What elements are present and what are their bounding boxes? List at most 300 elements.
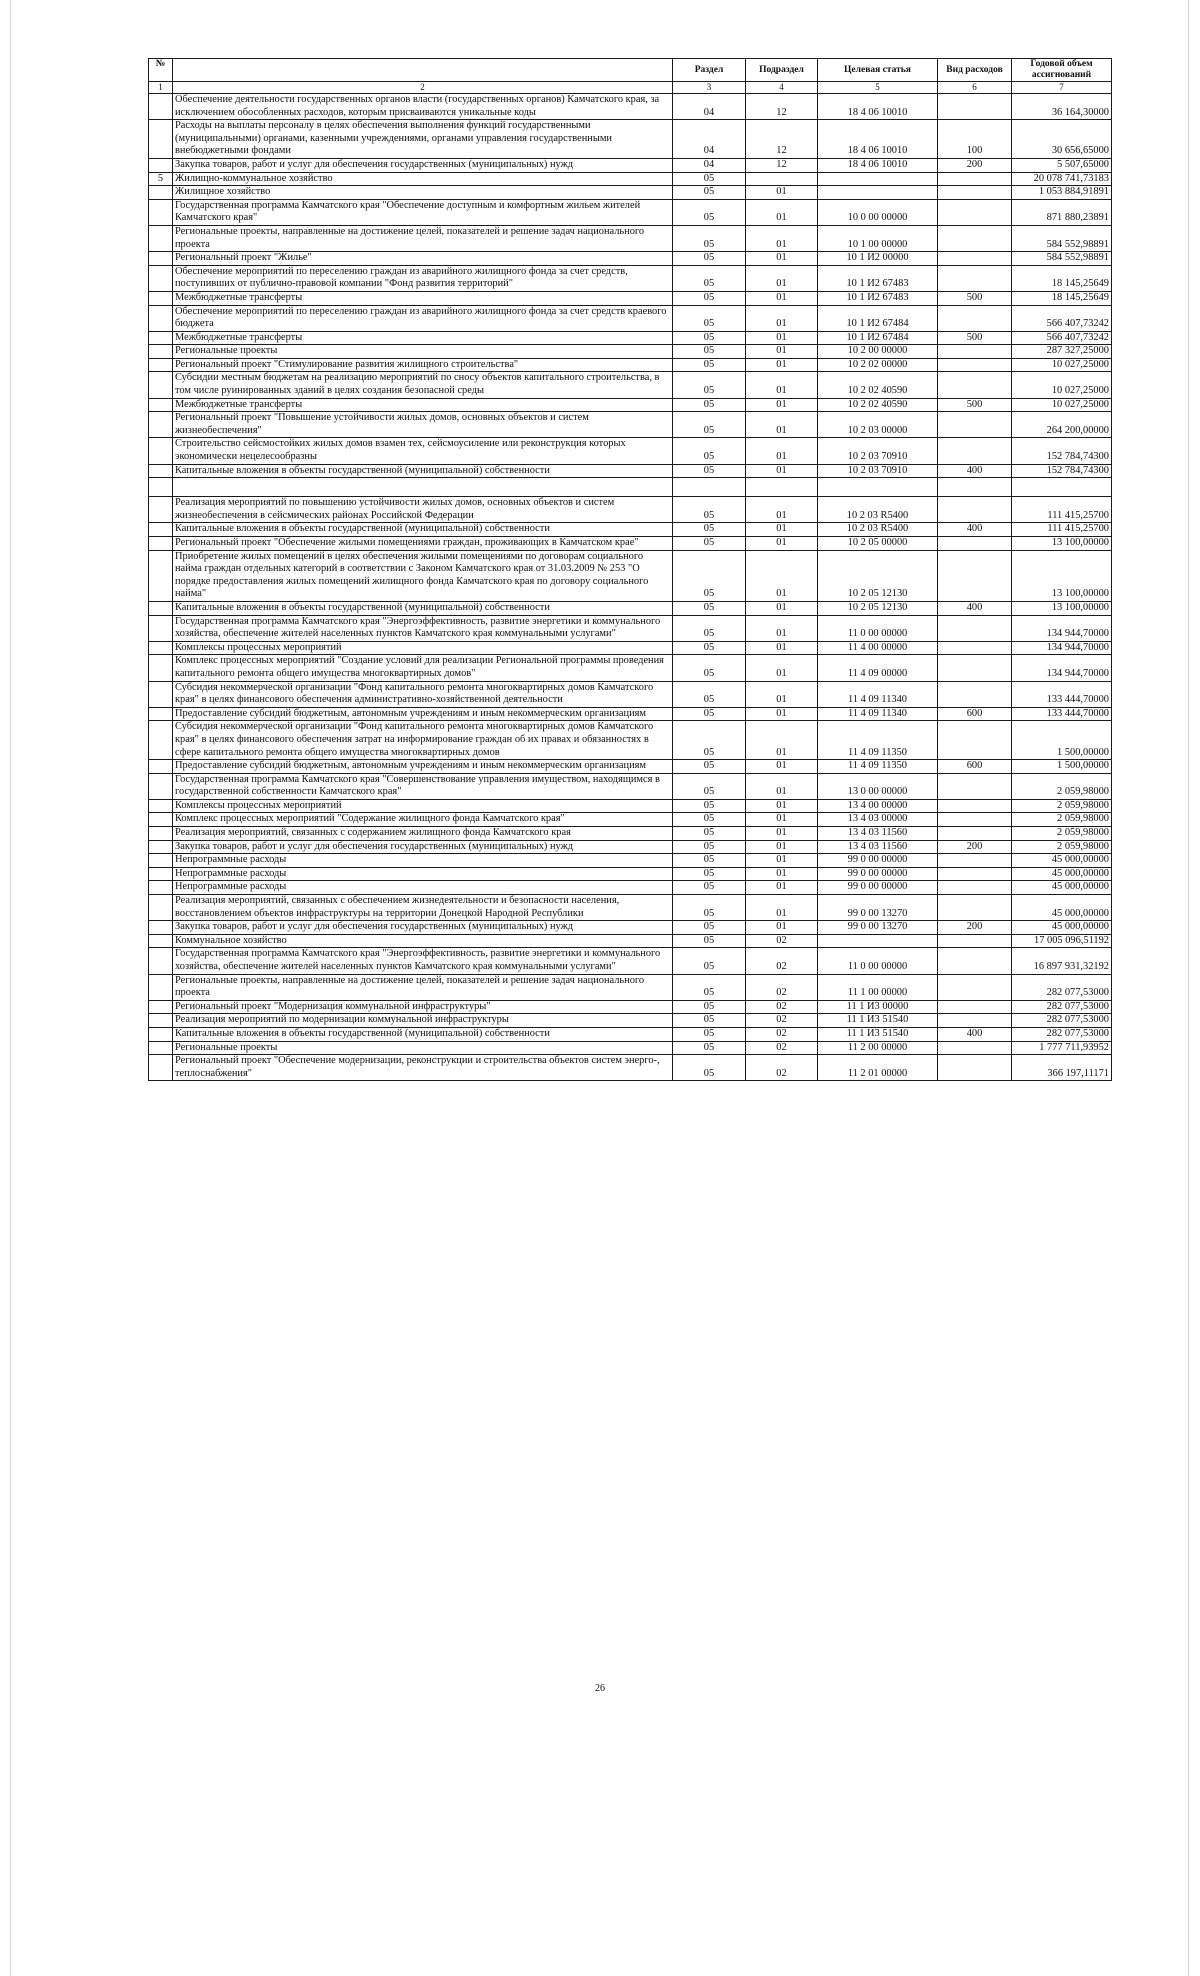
row-razdel: 05 <box>673 438 746 464</box>
row-razdel: 05 <box>673 840 746 854</box>
row-number <box>149 537 173 551</box>
row-number <box>149 186 173 200</box>
table-row <box>149 827 1112 841</box>
row-name: Реализация мероприятий, связанных с обеспечением жизнедеятельности и безопасности населения, восстановлением объектов инфраструктуры на территории Донецкой Народной Республики <box>173 895 673 921</box>
table-row <box>149 813 1112 827</box>
row-amount: 10 027,25000 <box>1012 358 1112 372</box>
row-vid-raskhodov <box>938 827 1012 841</box>
row-celevaya-statya: 11 4 09 11350 <box>818 721 938 760</box>
row-vid-raskhodov <box>938 265 1012 291</box>
row-podrazdel: 01 <box>746 854 818 868</box>
row-amount: 2 059,98000 <box>1012 773 1112 799</box>
row-number <box>149 948 173 974</box>
row-podrazdel: 01 <box>746 921 818 935</box>
table-row <box>149 760 1112 774</box>
row-celevaya-statya: 18 4 06 10010 <box>818 158 938 172</box>
row-vid-raskhodov: 500 <box>938 331 1012 345</box>
row-razdel: 05 <box>673 1027 746 1041</box>
row-amount: 1 777 711,93952 <box>1012 1041 1112 1055</box>
row-number <box>149 158 173 172</box>
row-celevaya-statya: 11 0 00 00000 <box>818 615 938 641</box>
row-razdel: 05 <box>673 655 746 681</box>
row-name: Комплексы процессных мероприятий <box>173 799 673 813</box>
row-celevaya-statya: 10 1 00 00000 <box>818 225 938 251</box>
row-podrazdel: 01 <box>746 707 818 721</box>
row-razdel: 05 <box>673 345 746 359</box>
row-vid-raskhodov <box>938 813 1012 827</box>
table-row <box>149 1041 1112 1055</box>
row-number <box>149 881 173 895</box>
table-row <box>149 291 1112 305</box>
row-name: Комплекс процессных мероприятий "Создание условий для реализации Региональной программы проведения капитального ремонта общего имущества многоквартирных домов" <box>173 655 673 681</box>
header-vid: Вид расходов <box>938 59 1012 82</box>
row-celevaya-statya: 11 4 00 00000 <box>818 641 938 655</box>
header-podrazdel: Подраздел <box>746 59 818 82</box>
row-vid-raskhodov <box>938 641 1012 655</box>
row-amount: 30 656,65000 <box>1012 120 1112 159</box>
row-number <box>149 464 173 478</box>
row-podrazdel: 01 <box>746 265 818 291</box>
row-vid-raskhodov <box>938 681 1012 707</box>
header-celevaya: Целевая статья <box>818 59 938 82</box>
table-row <box>149 681 1112 707</box>
row-vid-raskhodov <box>938 948 1012 974</box>
row-podrazdel: 01 <box>746 813 818 827</box>
table-row <box>149 497 1112 523</box>
row-amount: 134 944,70000 <box>1012 615 1112 641</box>
row-razdel: 05 <box>673 881 746 895</box>
row-celevaya-statya: 10 1 И2 00000 <box>818 252 938 266</box>
row-vid-raskhodov <box>938 934 1012 948</box>
row-razdel: 05 <box>673 1000 746 1014</box>
row-name: Региональный проект "Повышение устойчивости жилых домов, основных объектов и систем жизнеобеспечения" <box>173 412 673 438</box>
row-celevaya-statya <box>818 186 938 200</box>
row-amount: 152 784,74300 <box>1012 438 1112 464</box>
row-celevaya-statya: 11 1 00 00000 <box>818 974 938 1000</box>
row-razdel: 05 <box>673 358 746 372</box>
table-row <box>149 1055 1112 1081</box>
row-name: Жилищно-коммунальное хозяйство <box>173 172 673 186</box>
row-podrazdel: 01 <box>746 721 818 760</box>
row-celevaya-statya: 10 2 05 00000 <box>818 537 938 551</box>
row-celevaya-statya: 99 0 00 00000 <box>818 867 938 881</box>
row-number <box>149 721 173 760</box>
table-row <box>149 412 1112 438</box>
row-podrazdel: 01 <box>746 345 818 359</box>
row-amount: 1 500,00000 <box>1012 760 1112 774</box>
row-vid-raskhodov <box>938 412 1012 438</box>
table-row <box>149 523 1112 537</box>
row-vid-raskhodov <box>938 1014 1012 1028</box>
row-podrazdel: 02 <box>746 1041 818 1055</box>
row-podrazdel: 01 <box>746 881 818 895</box>
row-amount: 13 100,00000 <box>1012 537 1112 551</box>
row-celevaya-statya: 10 2 00 00000 <box>818 345 938 359</box>
row-celevaya-statya: 11 0 00 00000 <box>818 948 938 974</box>
row-podrazdel: 01 <box>746 523 818 537</box>
row-number <box>149 707 173 721</box>
row-vid-raskhodov <box>938 252 1012 266</box>
row-amount: 16 897 931,32192 <box>1012 948 1112 974</box>
row-razdel: 05 <box>673 186 746 200</box>
table-row <box>149 252 1112 266</box>
row-number <box>149 412 173 438</box>
row-number <box>149 867 173 881</box>
row-podrazdel: 01 <box>746 641 818 655</box>
row-vid-raskhodov <box>938 895 1012 921</box>
row-razdel: 05 <box>673 550 746 601</box>
row-vid-raskhodov <box>938 974 1012 1000</box>
row-celevaya-statya: 11 4 09 11340 <box>818 681 938 707</box>
row-razdel: 05 <box>673 265 746 291</box>
row-podrazdel: 01 <box>746 497 818 523</box>
row-amount: 45 000,00000 <box>1012 921 1112 935</box>
row-vid-raskhodov <box>938 199 1012 225</box>
row-celevaya-statya <box>818 172 938 186</box>
row-amount: 10 027,25000 <box>1012 372 1112 398</box>
header-razdel: Раздел <box>673 59 746 82</box>
row-amount: 5 507,65000 <box>1012 158 1112 172</box>
table-row <box>149 199 1112 225</box>
row-number <box>149 550 173 601</box>
row-podrazdel: 01 <box>746 537 818 551</box>
row-celevaya-statya: 10 2 03 R5400 <box>818 523 938 537</box>
row-celevaya-statya: 11 1 И3 51540 <box>818 1027 938 1041</box>
row-razdel: 04 <box>673 94 746 120</box>
row-podrazdel: 12 <box>746 94 818 120</box>
row-number <box>149 1014 173 1028</box>
table-row <box>149 840 1112 854</box>
row-celevaya-statya: 11 2 01 00000 <box>818 1055 938 1081</box>
row-celevaya-statya: 11 2 00 00000 <box>818 1041 938 1055</box>
row-number <box>149 438 173 464</box>
row-amount: 1 500,00000 <box>1012 721 1112 760</box>
row-name: Непрограммные расходы <box>173 867 673 881</box>
row-celevaya-statya: 13 0 00 00000 <box>818 773 938 799</box>
row-podrazdel: 01 <box>746 199 818 225</box>
row-celevaya-statya: 13 4 00 00000 <box>818 799 938 813</box>
row-razdel: 05 <box>673 291 746 305</box>
table-row <box>149 94 1112 120</box>
row-vid-raskhodov: 500 <box>938 291 1012 305</box>
row-number <box>149 827 173 841</box>
row-razdel: 05 <box>673 1014 746 1028</box>
row-name: Субсидия некоммерческой организации "Фонд капитального ремонта многоквартирных домов Камчатского края" в целях финансового обеспечения административно-хозяйственной деятельности <box>173 681 673 707</box>
row-amount: 282 077,53000 <box>1012 1014 1112 1028</box>
row-podrazdel: 01 <box>746 412 818 438</box>
row-number <box>149 199 173 225</box>
row-amount: 584 552,98891 <box>1012 225 1112 251</box>
column-number: 1 <box>149 82 173 94</box>
row-razdel: 05 <box>673 895 746 921</box>
row-vid-raskhodov <box>938 854 1012 868</box>
table-header-row <box>149 59 1112 82</box>
row-celevaya-statya: 13 4 03 00000 <box>818 813 938 827</box>
row-number <box>149 799 173 813</box>
row-podrazdel: 01 <box>746 615 818 641</box>
row-razdel: 05 <box>673 497 746 523</box>
row-number <box>149 974 173 1000</box>
row-number <box>149 358 173 372</box>
row-podrazdel: 01 <box>746 681 818 707</box>
row-name: Государственная программа Камчатского края "Энергоэффективность, развитие энергетики и коммунального хозяйства, обеспечение жителей населенных пунктов Камчатского края коммунальными услугами" <box>173 948 673 974</box>
row-name: Обеспечение мероприятий по переселению граждан из аварийного жилищного фонда за счет средств краевого бюджета <box>173 305 673 331</box>
row-razdel: 05 <box>673 721 746 760</box>
scan-margin-line <box>10 0 11 1976</box>
row-vid-raskhodov <box>938 721 1012 760</box>
row-podrazdel: 02 <box>746 934 818 948</box>
table-row <box>149 305 1112 331</box>
row-celevaya-statya: 10 2 05 12130 <box>818 601 938 615</box>
row-razdel: 04 <box>673 120 746 159</box>
row-celevaya-statya: 18 4 06 10010 <box>818 94 938 120</box>
row-name: Региональный проект "Жилье" <box>173 252 673 266</box>
row-celevaya-statya: 99 0 00 00000 <box>818 854 938 868</box>
row-number <box>149 305 173 331</box>
column-number: 7 <box>1012 82 1112 94</box>
row-amount: 13 100,00000 <box>1012 550 1112 601</box>
header-num: № <box>149 59 173 82</box>
row-amount: 45 000,00000 <box>1012 867 1112 881</box>
row-number <box>149 345 173 359</box>
row-number <box>149 840 173 854</box>
row-vid-raskhodov <box>938 799 1012 813</box>
table-row <box>149 948 1112 974</box>
row-podrazdel: 01 <box>746 252 818 266</box>
table-row <box>149 601 1112 615</box>
row-celevaya-statya: 13 4 03 11560 <box>818 827 938 841</box>
row-podrazdel: 01 <box>746 760 818 774</box>
table-row <box>149 641 1112 655</box>
row-amount: 152 784,74300 <box>1012 464 1112 478</box>
row-name: Закупка товаров, работ и услуг для обеспечения государственных (муниципальных) нужд <box>173 921 673 935</box>
spacer-row <box>149 478 1112 497</box>
row-celevaya-statya: 11 4 09 00000 <box>818 655 938 681</box>
row-amount: 45 000,00000 <box>1012 895 1112 921</box>
row-razdel: 05 <box>673 813 746 827</box>
row-razdel: 05 <box>673 707 746 721</box>
table-row <box>149 1027 1112 1041</box>
table-row <box>149 398 1112 412</box>
row-name: Региональный проект "Стимулирование развития жилищного строительства" <box>173 358 673 372</box>
row-podrazdel: 12 <box>746 158 818 172</box>
row-amount: 134 944,70000 <box>1012 655 1112 681</box>
column-number-row <box>149 82 1112 94</box>
table-row <box>149 895 1112 921</box>
header-obem: Годовой объем ассигнований <box>1012 59 1112 82</box>
row-podrazdel: 01 <box>746 438 818 464</box>
row-number <box>149 854 173 868</box>
table-row <box>149 921 1112 935</box>
row-razdel: 05 <box>673 760 746 774</box>
row-amount: 2 059,98000 <box>1012 827 1112 841</box>
row-podrazdel: 01 <box>746 372 818 398</box>
row-name: Предоставление субсидий бюджетным, автономным учреждениям и иным некоммерческим организациям <box>173 760 673 774</box>
spacer-cell <box>746 478 818 497</box>
row-vid-raskhodov <box>938 94 1012 120</box>
row-celevaya-statya: 10 1 И2 67483 <box>818 265 938 291</box>
row-number: 5 <box>149 172 173 186</box>
scan-margin-line <box>1188 0 1189 1976</box>
row-razdel: 05 <box>673 537 746 551</box>
column-number: 5 <box>818 82 938 94</box>
row-number <box>149 94 173 120</box>
row-name: Предоставление субсидий бюджетным, автономным учреждениям и иным некоммерческим организациям <box>173 707 673 721</box>
table-row <box>149 974 1112 1000</box>
row-podrazdel: 01 <box>746 225 818 251</box>
row-name: Капитальные вложения в объекты государственной (муниципальной) собственности <box>173 1027 673 1041</box>
row-podrazdel: 01 <box>746 601 818 615</box>
row-amount: 366 197,11171 <box>1012 1055 1112 1081</box>
row-podrazdel: 02 <box>746 974 818 1000</box>
row-podrazdel: 01 <box>746 773 818 799</box>
row-name: Государственная программа Камчатского края "Энергоэффективность, развитие энергетики и коммунального хозяйства, обеспечение жителей населенных пунктов Камчатского края коммунальными услугами" <box>173 615 673 641</box>
row-razdel: 05 <box>673 225 746 251</box>
row-razdel: 05 <box>673 948 746 974</box>
row-razdel: 05 <box>673 615 746 641</box>
row-vid-raskhodov <box>938 172 1012 186</box>
row-name: Государственная программа Камчатского края "Совершенствование управления имуществом, находящимся в государственной собственности Камчатского края" <box>173 773 673 799</box>
row-razdel: 05 <box>673 799 746 813</box>
row-podrazdel: 01 <box>746 799 818 813</box>
row-name: Капитальные вложения в объекты государственной (муниципальной) собственности <box>173 523 673 537</box>
row-name: Жилищное хозяйство <box>173 186 673 200</box>
row-number <box>149 895 173 921</box>
spacer-cell <box>818 478 938 497</box>
table-row <box>149 464 1112 478</box>
row-name: Реализация мероприятий по повышению устойчивости жилых домов, основных объектов и систем жизнеобеспечения в сейсмических районах Российской Федерации <box>173 497 673 523</box>
table-row <box>149 707 1112 721</box>
row-celevaya-statya: 10 2 02 00000 <box>818 358 938 372</box>
row-number <box>149 1055 173 1081</box>
row-number <box>149 601 173 615</box>
row-vid-raskhodov <box>938 497 1012 523</box>
row-name: Капитальные вложения в объекты государственной (муниципальной) собственности <box>173 464 673 478</box>
row-vid-raskhodov: 600 <box>938 707 1012 721</box>
row-name: Межбюджетные трансферты <box>173 291 673 305</box>
spacer-cell <box>173 478 673 497</box>
column-number: 4 <box>746 82 818 94</box>
row-amount: 2 059,98000 <box>1012 840 1112 854</box>
row-number <box>149 225 173 251</box>
row-podrazdel: 02 <box>746 1055 818 1081</box>
row-number <box>149 120 173 159</box>
row-name: Региональный проект "Обеспечение жилыми помещениями граждан, проживающих в Камчатском крае" <box>173 537 673 551</box>
row-amount: 45 000,00000 <box>1012 881 1112 895</box>
row-podrazdel <box>746 172 818 186</box>
row-number <box>149 265 173 291</box>
row-razdel: 05 <box>673 172 746 186</box>
row-podrazdel: 01 <box>746 464 818 478</box>
row-amount: 282 077,53000 <box>1012 1027 1112 1041</box>
row-number <box>149 615 173 641</box>
row-podrazdel: 01 <box>746 827 818 841</box>
row-name: Межбюджетные трансферты <box>173 331 673 345</box>
row-name: Региональные проекты <box>173 345 673 359</box>
row-vid-raskhodov <box>938 615 1012 641</box>
row-celevaya-statya: 10 2 03 R5400 <box>818 497 938 523</box>
row-podrazdel: 02 <box>746 1027 818 1041</box>
row-number <box>149 252 173 266</box>
row-vid-raskhodov <box>938 438 1012 464</box>
row-name: Закупка товаров, работ и услуг для обеспечения государственных (муниципальных) нужд <box>173 158 673 172</box>
row-amount: 18 145,25649 <box>1012 265 1112 291</box>
row-amount: 111 415,25700 <box>1012 497 1112 523</box>
row-name: Региональные проекты, направленные на достижение целей, показателей и решение задач национального проекта <box>173 225 673 251</box>
row-number <box>149 1027 173 1041</box>
table-row <box>149 265 1112 291</box>
column-number: 6 <box>938 82 1012 94</box>
row-name: Реализация мероприятий по модернизации коммунальной инфраструктуры <box>173 1014 673 1028</box>
row-name: Капитальные вложения в объекты государственной (муниципальной) собственности <box>173 601 673 615</box>
row-razdel: 05 <box>673 601 746 615</box>
row-vid-raskhodov <box>938 773 1012 799</box>
table-row <box>149 721 1112 760</box>
row-name: Региональный проект "Обеспечение модернизации, реконструкции и строительства объектов систем энерго-, теплоснабжения" <box>173 1055 673 1081</box>
header-name <box>173 59 673 82</box>
row-podrazdel: 02 <box>746 948 818 974</box>
row-vid-raskhodov: 600 <box>938 760 1012 774</box>
row-celevaya-statya: 10 2 03 70910 <box>818 464 938 478</box>
row-celevaya-statya: 10 2 03 70910 <box>818 438 938 464</box>
table-row <box>149 773 1112 799</box>
table-row <box>149 615 1112 641</box>
row-razdel: 05 <box>673 305 746 331</box>
column-number: 2 <box>173 82 673 94</box>
row-number <box>149 331 173 345</box>
row-number <box>149 813 173 827</box>
row-celevaya-statya: 11 1 И3 51540 <box>818 1014 938 1028</box>
row-amount: 36 164,30000 <box>1012 94 1112 120</box>
row-razdel: 05 <box>673 331 746 345</box>
row-celevaya-statya: 11 1 И3 00000 <box>818 1000 938 1014</box>
row-vid-raskhodov <box>938 305 1012 331</box>
row-name: Закупка товаров, работ и услуг для обеспечения государственных (муниципальных) нужд <box>173 840 673 854</box>
row-amount: 17 005 096,51192 <box>1012 934 1112 948</box>
table-row <box>149 1014 1112 1028</box>
row-vid-raskhodov <box>938 550 1012 601</box>
row-razdel: 05 <box>673 773 746 799</box>
row-name: Региональные проекты, направленные на достижение целей, показателей и решение задач национального проекта <box>173 974 673 1000</box>
row-razdel: 05 <box>673 827 746 841</box>
row-number <box>149 773 173 799</box>
row-celevaya-statya: 99 0 00 00000 <box>818 881 938 895</box>
row-amount: 111 415,25700 <box>1012 523 1112 537</box>
row-razdel: 05 <box>673 921 746 935</box>
row-amount: 282 077,53000 <box>1012 1000 1112 1014</box>
row-celevaya-statya: 99 0 00 13270 <box>818 921 938 935</box>
row-amount: 133 444,70000 <box>1012 681 1112 707</box>
table-row <box>149 345 1112 359</box>
row-podrazdel: 02 <box>746 1014 818 1028</box>
row-vid-raskhodov <box>938 655 1012 681</box>
row-vid-raskhodov: 500 <box>938 398 1012 412</box>
row-name: Приобретение жилых помещений в целях обеспечения жилыми помещениями по договорам социального найма граждан отдельных категорий в соответствии с Законом Камчатского края от 31.03.2009 № 253 "О порядке предоставления жилых помещений жилищного фонда Камчатского края по договору социального найма" <box>173 550 673 601</box>
row-razdel: 05 <box>673 1041 746 1055</box>
table-row <box>149 358 1112 372</box>
row-razdel: 05 <box>673 464 746 478</box>
row-amount: 10 027,25000 <box>1012 398 1112 412</box>
row-name: Межбюджетные трансферты <box>173 398 673 412</box>
row-number <box>149 655 173 681</box>
row-name: Комплекс процессных мероприятий "Содержание жилищного фонда Камчатского края" <box>173 813 673 827</box>
row-razdel: 05 <box>673 252 746 266</box>
row-number <box>149 641 173 655</box>
row-celevaya-statya: 10 1 И2 67483 <box>818 291 938 305</box>
row-vid-raskhodov <box>938 1055 1012 1081</box>
table-row <box>149 550 1112 601</box>
row-number <box>149 398 173 412</box>
